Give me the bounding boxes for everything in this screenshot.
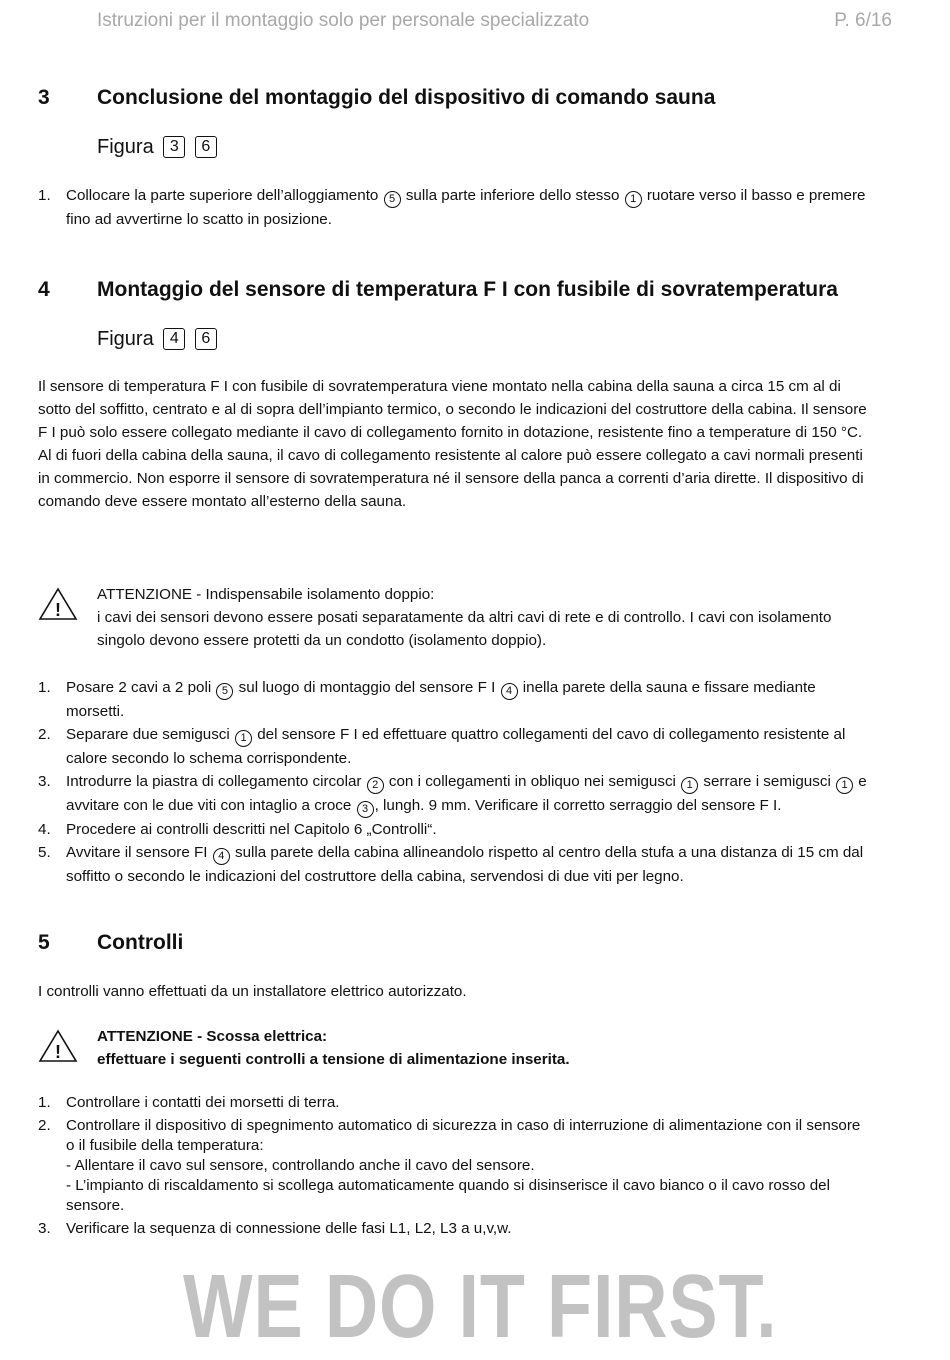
- step-text: e avvitare con le due viti con intaglio a croce: [66, 773, 867, 814]
- list-item: [38, 841, 868, 888]
- step-text: , lungh. 9 mm. Verificare il corretto serraggio del sensore F I.: [374, 797, 782, 814]
- figure-ref-4: [97, 328, 217, 351]
- warning-title: ATTENZIONE - Indispensabile isolamento doppio:: [97, 586, 435, 603]
- step-text: sulla parete della cabina allineandolo rispetto al centro della stufa a una distanza di 15 cm dal soffitto o secondo le indicazioni del costruttore della cabina, servendosi di due viti per legno.: [66, 844, 864, 885]
- header-title: Istruzioni per il montaggio solo per personale specializzato: [97, 10, 590, 31]
- list-item: [38, 676, 868, 723]
- circled-number-icon: 2: [367, 777, 384, 794]
- figure-ref-3: [97, 136, 217, 159]
- section-number: 4: [38, 278, 50, 301]
- circled-number-icon: 4: [501, 683, 518, 700]
- list-item: [38, 723, 868, 770]
- step-text: sulla parte inferiore dello stesso: [401, 187, 624, 204]
- list-number: 2.: [38, 726, 51, 743]
- figure-box: 6: [195, 328, 217, 350]
- list-item: [38, 1219, 868, 1239]
- list-number: 1.: [38, 1094, 51, 1111]
- section-4-description: [38, 375, 868, 513]
- step-text: Separare due semigusci: [66, 726, 234, 743]
- page-number: P. 6/16: [834, 10, 892, 31]
- step-text: Controllare i contatti dei morsetti di terra.: [66, 1094, 340, 1111]
- step-text: Introdurre la piastra di collegamento circolar: [66, 773, 366, 790]
- list-item: [38, 184, 868, 231]
- step-text: ruotare verso il basso e premere fino ad avvertirne lo scatto in posizione.: [66, 187, 866, 228]
- list-number: 5.: [38, 844, 51, 861]
- step-text: - L’impianto di riscaldamento si scollega automaticamente quando si disinserisce il cavo bianco o il cavo rosso del sensore.: [66, 1177, 830, 1214]
- list-item: [38, 818, 868, 841]
- page-header: [97, 10, 892, 34]
- figure-label: Figura: [97, 136, 154, 158]
- section-5-steps: [38, 1093, 868, 1242]
- step-text: Controllare il dispositivo di spegnimento automatico di sicurezza in caso di interruzione di alimentazione con il sensore o il fusibile della temperatura:: [66, 1117, 861, 1154]
- section-title: Conclusione del montaggio del dispositivo di comando sauna: [97, 86, 716, 109]
- step-text: Collocare la parte superiore dell’alloggiamento: [66, 187, 383, 204]
- section-number: 3: [38, 86, 50, 109]
- list-number: 3.: [38, 1220, 51, 1237]
- section-title: Montaggio del sensore di temperatura F I con fusibile di sovratemperatura: [97, 278, 838, 301]
- list-number: 2.: [38, 1117, 51, 1134]
- list-item: [38, 1116, 868, 1216]
- list-number: 1.: [38, 187, 51, 204]
- section-5-intro: I controlli vanno effettuati da un installatore elettrico autorizzato.: [38, 983, 467, 1000]
- warning-triangle-icon: [38, 587, 78, 621]
- warning-title: ATTENZIONE - Scossa elettrica:: [97, 1028, 328, 1045]
- svg-text:!: !: [55, 1042, 61, 1062]
- step-text: Avvitare il sensore FI: [66, 844, 212, 861]
- step-text: sul luogo di montaggio del sensore F I: [234, 679, 500, 696]
- section-number: 5: [38, 931, 50, 954]
- warning-text: effettuare i seguenti controlli a tensione di alimentazione inserita.: [97, 1051, 570, 1068]
- circled-number-icon: 5: [216, 683, 233, 700]
- figure-label: Figura: [97, 328, 154, 350]
- footer-slogan: WE DO IT FIRST.: [183, 1257, 778, 1357]
- section-3-steps: [38, 184, 868, 231]
- list-number: 4.: [38, 821, 51, 838]
- svg-text:!: !: [55, 600, 61, 620]
- step-text: Verificare la sequenza di connessione delle fasi L1, L2, L3 a u,v,w.: [66, 1220, 512, 1237]
- paragraph: Il sensore di temperatura F I con fusibile di sovratemperatura viene montato nella cabina della sauna a circa 15 cm al di sotto del soffitto, centrato e al di sopra dell’impianto termico, o secondo le indicazioni del costruttore della cabina. Il sensore F I può solo essere collegato mediante il cavo di collegamento fornito in dotazione, resistente fino a temperature di 150 °C.: [38, 378, 867, 441]
- step-text: - Allentare il cavo sul sensore, controllando anche il cavo del sensore.: [66, 1157, 535, 1174]
- circled-number-icon: 3: [357, 801, 374, 818]
- figure-box: 6: [195, 136, 217, 158]
- figure-box: 3: [163, 136, 185, 158]
- circled-number-icon: 1: [625, 191, 642, 208]
- warning-text: i cavi dei sensori devono essere posati separatamente da altri cavi di rete e di controllo. I cavi con isolamento singolo devono essere protetti da un condotto (isolamento doppio).: [97, 609, 832, 649]
- paragraph: Al di fuori della cabina della sauna, il cavo di collegamento resistente al calore può essere collegato a cavi normali presenti in commercio. Non esporre il sensore di sovratemperatura né il sensore della panca a correnti d’aria dirette. Il dispositivo di comando deve essere montato all’esterno della sauna.: [38, 447, 864, 510]
- list-number: 3.: [38, 773, 51, 790]
- circled-number-icon: 5: [384, 191, 401, 208]
- figure-box: 4: [163, 328, 185, 350]
- step-text: del sensore F I ed effettuare quattro collegamenti del cavo di collegamento resistente al calore secondo lo schema corrispondente.: [66, 726, 846, 767]
- warning-triangle-icon: [38, 1029, 78, 1063]
- list-number: 1.: [38, 679, 51, 696]
- step-text: inella parete della sauna e fissare mediante morsetti.: [66, 679, 816, 720]
- step-text: Procedere ai controlli descritti nel Capitolo 6 „Controlli“.: [66, 821, 437, 838]
- circled-number-icon: 1: [235, 730, 252, 747]
- list-item: [38, 770, 868, 818]
- section-title: Controlli: [97, 931, 184, 954]
- step-text: serrare i semigusci: [699, 773, 836, 790]
- section-4-steps: [38, 676, 868, 888]
- step-text: Posare 2 cavi a 2 poli: [66, 679, 216, 696]
- step-text: con i collegamenti in obliquo nei semigusci: [384, 773, 681, 790]
- list-item: [38, 1093, 868, 1113]
- circled-number-icon: 1: [681, 777, 698, 794]
- circled-number-icon: 4: [213, 848, 230, 865]
- circled-number-icon: 1: [836, 777, 853, 794]
